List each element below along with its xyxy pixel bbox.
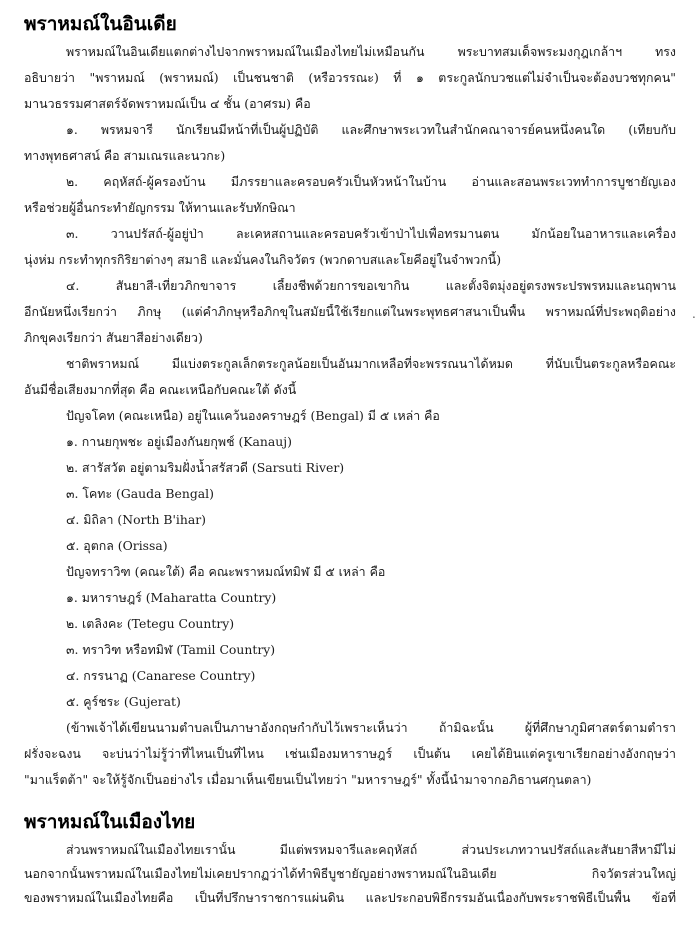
- list-item-line: ทางพุทธศาสน์ คือ สามเณรและนวกะ): [24, 148, 226, 163]
- paragraph-line: นอกจากนั้นพราหมณ์ในเมืองไทยไม่เคยปรากฏว่าได้ทำพิธีบูชายัญอย่างพราหมณ์ในอินเดีย กิจวัตรส่วนใหญ่: [24, 866, 676, 881]
- section-heading-thailand: พราหมณ์ในเมืองไทย: [24, 811, 196, 833]
- paragraph-line: ชาติพราหมณ์ มีแบ่งตระกูลเล็กตระกูลน้อยเป็นอันมากเหลือที่จะพรรณนาได้หมด ที่นับเป็นตระกูลหรือคณะ: [66, 356, 676, 371]
- note-line: (ข้าพเจ้าได้เขียนนามตำบลเป็นภาษาอังกฤษกำกับไว้เพราะเห็นว่า ถ้ามิฉะนั้น ผู้ที่ศึกษาภูมิศาสตร์ตามตำรา: [66, 720, 676, 735]
- paragraph-line: ส่วนพราหมณ์ในเมืองไทยเรานั้น มีแต่พรหมจารีและคฤหัสถ์ ส่วนประเภทวานปรัสถ์และสันยาสีหามีไม่: [66, 842, 676, 857]
- group-title-north: ปัญจโคท (คณะเหนือ) อยู่ในแคว้นองคราษฎร์ (Bengal) มี ๕ เหล่า คือ: [66, 408, 440, 423]
- paragraph-line: มานวธรรมศาสตร์จัดพราหมณ์เป็น ๔ ชั้น (อาศรม) คือ: [24, 96, 311, 111]
- list-item: ๕. อุตกล (Orissa): [66, 538, 168, 553]
- list-item: ๒. สารัสวัต อยู่ตามริมฝั่งน้ำสรัสวดี (Sarsuti River): [66, 460, 345, 475]
- paragraph-line: อธิบายว่า "พราหมณ์ (พราหมณ์) เป็นชนชาติ (หรือวรรณะ) ที่ ๑ ตระกูลนักบวชแต่ไม่จำเป็นจะต้องบวชทุกคน": [24, 70, 676, 85]
- list-item-line: ๑. พรหมจารี นักเรียนมีหน้าที่เป็นผู้ปฏิบัติ และศึกษาพระเวทในสำนักคณาจารย์คนหนึ่งคนใด (เทียบกับ: [66, 122, 676, 137]
- paragraph-line: อันมีชื่อเสียงมากที่สุด คือ คณะเหนือกับคณะใต้ ดังนี้: [24, 382, 297, 397]
- list-item: ๑. มหาราษฎร์ (Maharatta Country): [66, 590, 277, 605]
- list-item: ๕. คูร์ชระ (Gujerat): [66, 694, 181, 709]
- list-item: ๒. เตลิงคะ (Tetegu Country): [66, 616, 235, 631]
- list-item-line: ๔. สันยาสี-เที่ยวภิกขาจาร เลี้ยงชีพด้วยการขอเขากิน และตั้งจิตมุ่งอยู่ตรงพระปรพรหมและนฤพาน: [66, 278, 676, 293]
- list-item-line: ๒. คฤหัสถ์-ผู้ครองบ้าน มีภรรยาและครอบครัวเป็นหัวหน้าในบ้าน อ่านและสอนพระเวททำการบูชายัญเอง: [66, 174, 676, 189]
- list-item-line: ๓. วานปรัสถ์-ผู้อยู่ป่า ละเคหสถานและครอบครัวเข้าป่าไปเพื่อทรมานตน มักน้อยในอาหารและเครื่อง: [66, 226, 676, 241]
- note-line: ฝรั่งจะฉงน จะบ่นว่าไม่รู้ว่าที่ไหนเป็นที่ไหน เช่นเมืองมหาราษฎร์ เป็นต้น เคยได้ยินแต่ครูเขาเรียกอย่างอังกฤษว่า: [24, 746, 676, 761]
- list-item-line: นุ่งห่ม กระทำทุกรกิริยาต่างๆ สมาธิ และมั่นคงในกิจวัตร (พวกดาบสและโยคีอยู่ในจำพวกนี้): [24, 252, 502, 267]
- margin-mark: .: [692, 307, 696, 321]
- list-item: ๔. กรรนาฏ (Canarese Country): [66, 668, 256, 683]
- list-item: ๑. กานยกุพชะ อยู่เมืองกันยกุพช์ (Kanauj): [66, 434, 292, 449]
- note-line: "มาแร็ตต้า" จะให้รู้จักเป็นอย่างไร เมื่อมาเห็นเขียนเป็นไทยว่า "มหาราษฎร์" ทั้งนี้นำมาจากอภิธานศกุนตลา): [24, 772, 592, 787]
- list-item: ๓. โคทะ (Gauda Bengal): [66, 486, 214, 501]
- list-item-line: หรือช่วยผู้อื่นกระทำยัญกรรม ให้ทานและรับทักษิณา: [24, 200, 296, 215]
- list-item: ๓. ทราวิฑ หรือทมิฬ (Tamil Country): [66, 642, 276, 657]
- group-title-south: ปัญจทราวิฑ (คณะใต้) คือ คณะพราหมณ์ทมิฬ มี ๕ เหล่า คือ: [66, 564, 386, 579]
- list-item: ๔. มิถิลา (North B'ihar): [66, 512, 206, 527]
- paragraph-line: ของพราหมณ์ในเมืองไทยคือ เป็นที่ปรึกษาราชการแผ่นดิน และประกอบพิธีกรรมอันเนื่องกับพระราชพิธีเป็นพื้น ข้อที่: [24, 890, 676, 905]
- paragraph-line: พราหมณ์ในอินเดียแตกต่างไปจากพราหมณ์ในเมืองไทยไม่เหมือนกัน พระบาทสมเด็จพระมงกุฎเกล้าฯ ทรง: [66, 44, 676, 59]
- list-item-line: ภิกขุคงเรียกว่า สันยาสีอย่างเดียว): [24, 330, 203, 345]
- section-heading-india: พราหมณ์ในอินเดีย: [24, 13, 177, 35]
- list-item-line: อีกนัยหนึ่งเรียกว่า ภิกษุ (แต่คำภิกษุหรือภิกขุในสมัยนี้ใช้เรียกแต่ในพระพุทธศาสนาเป็นพื้น พราหมณ์ที่ประพฤติอย่าง: [24, 304, 676, 319]
